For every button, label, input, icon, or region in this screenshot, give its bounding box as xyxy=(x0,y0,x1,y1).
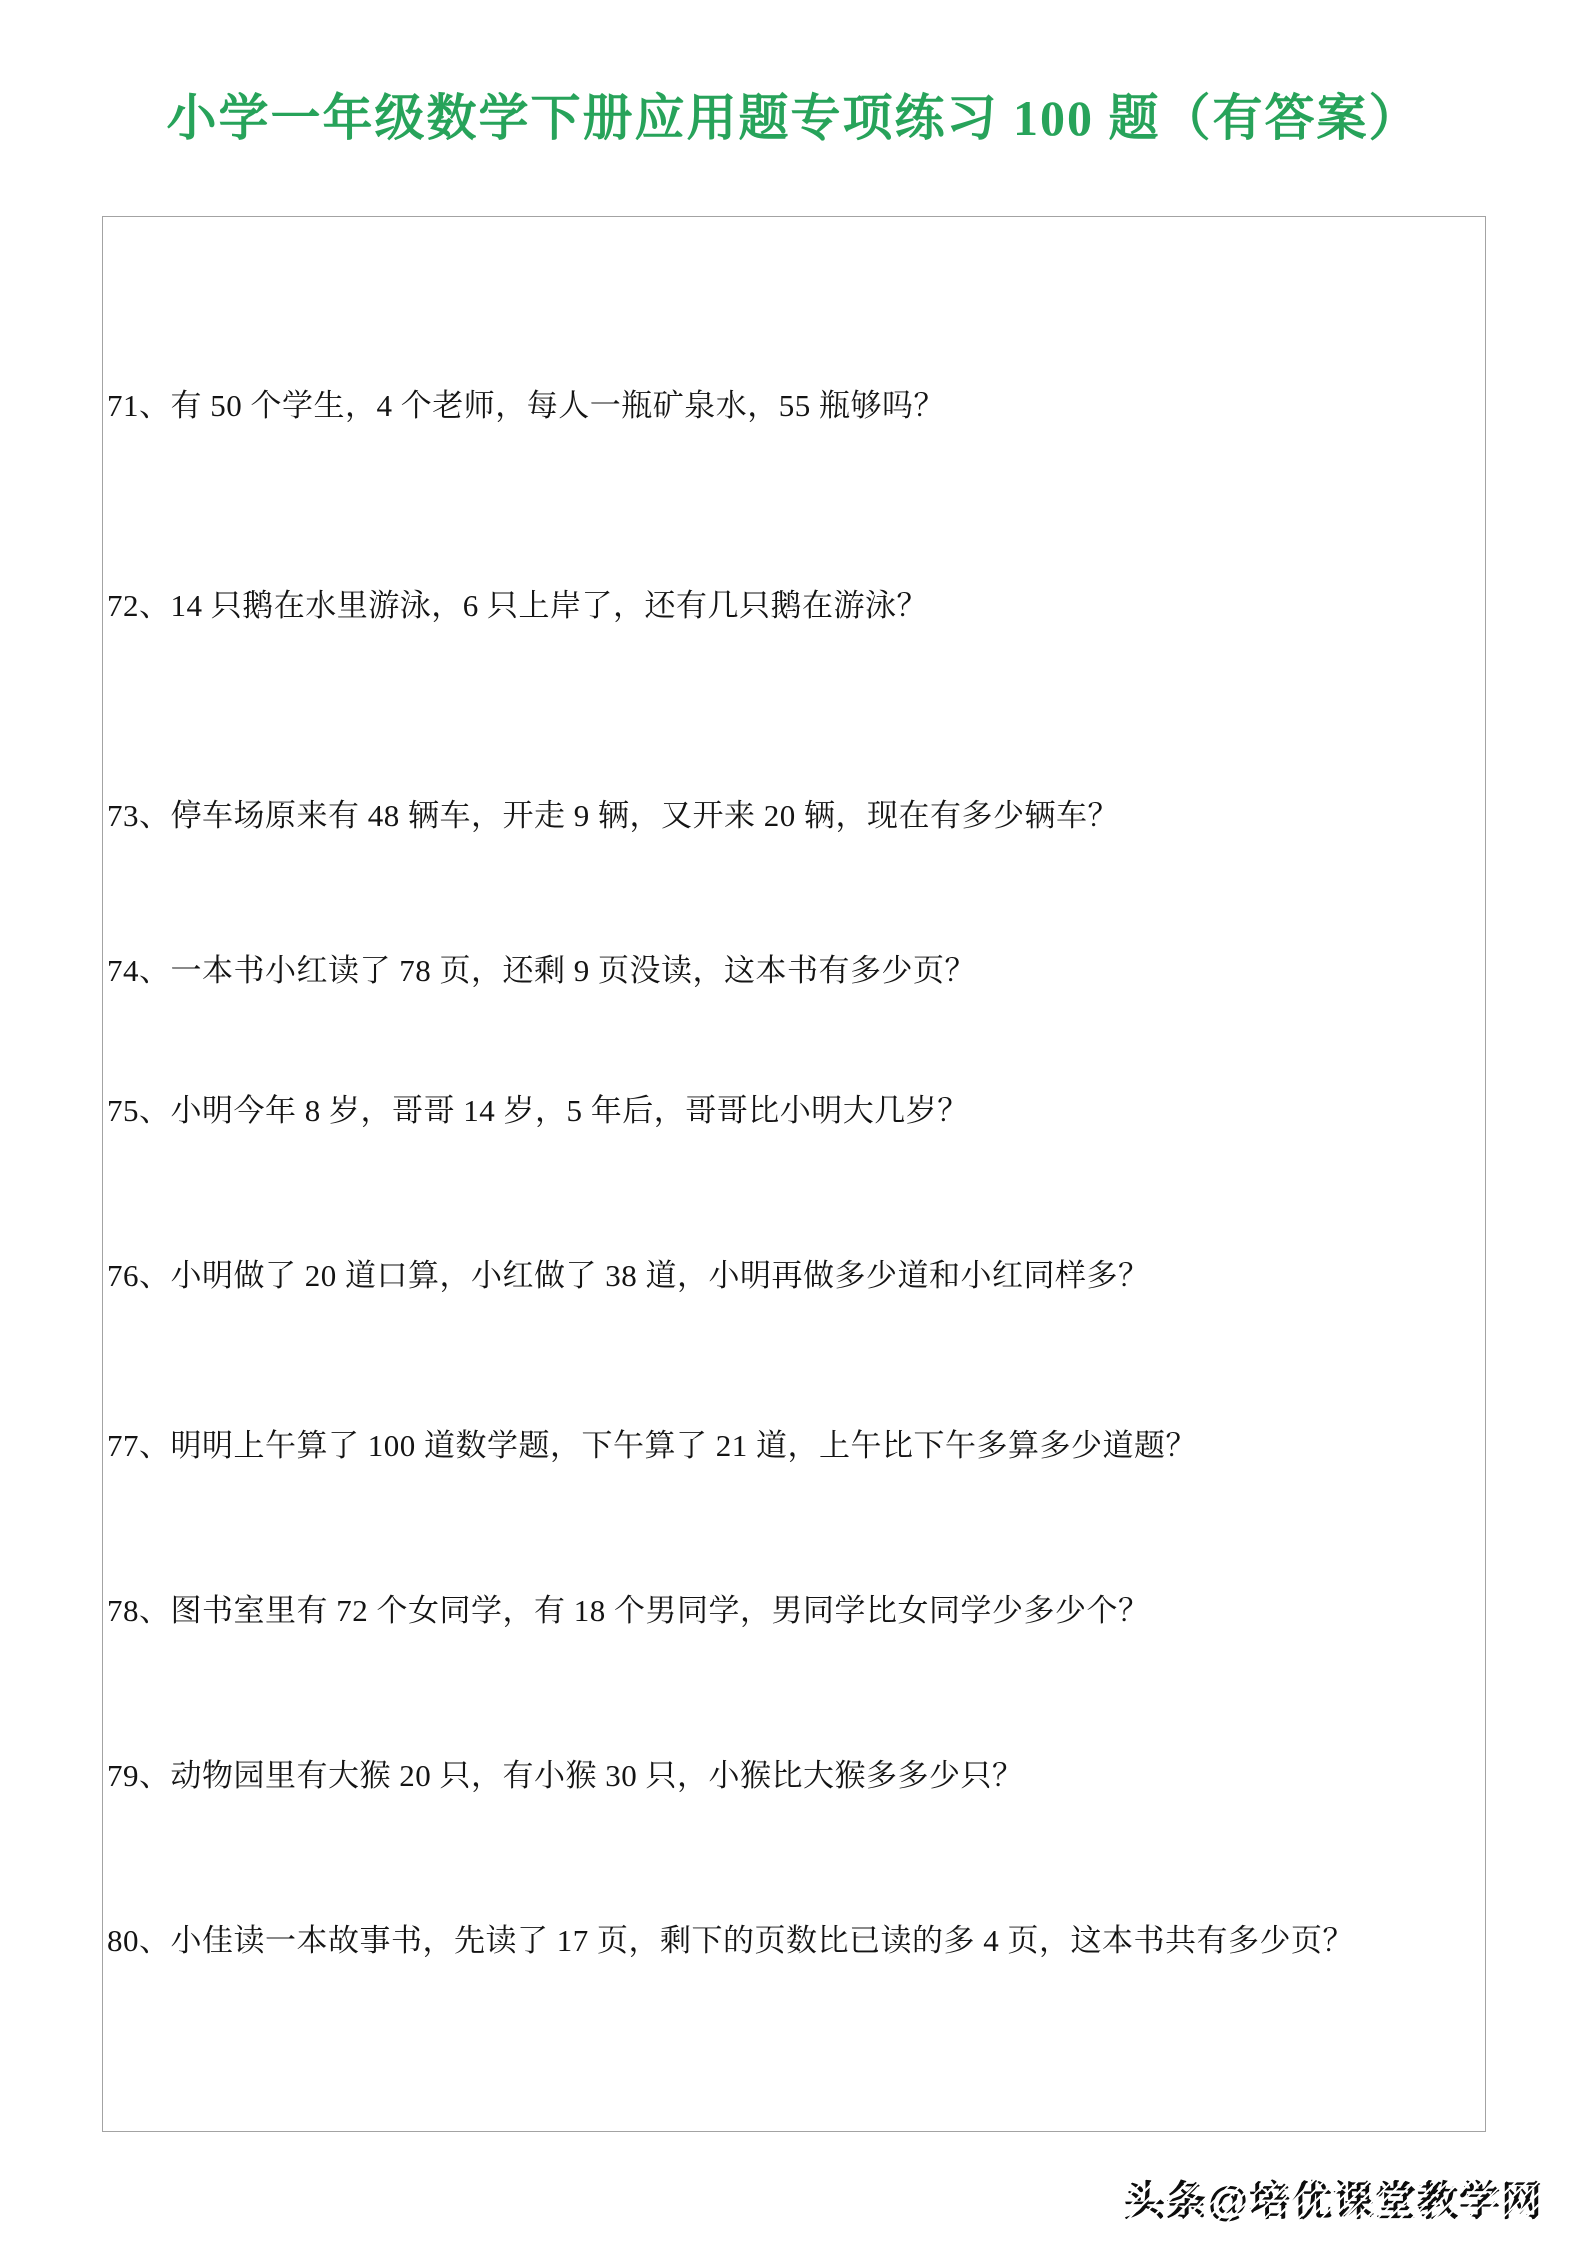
questions-frame xyxy=(102,216,1486,2132)
question-item xyxy=(107,1425,1481,1467)
question-item xyxy=(107,1755,1481,1797)
question-text: 76、小明做了 20 道口算，小红做了 38 道，小明再做多少道和小红同样多？ xyxy=(107,1258,1150,1293)
question-item xyxy=(107,1590,1481,1632)
question-item xyxy=(107,1920,1481,1962)
question-text: 72、14 只鹅在水里游泳，6 只上岸了，还有几只鹅在游泳？ xyxy=(107,588,928,623)
question-text: 74、一本书小红读了 78 页，还剩 9 页没读，这本书有多少页？ xyxy=(107,953,976,988)
question-text: 73、停车场原来有 48 辆车，开走 9 辆，又开来 20 辆，现在有多少辆车？ xyxy=(107,798,1119,833)
question-text: 77、明明上午算了 100 道数学题，下午算了 21 道，上午比下午多算多少道题？ xyxy=(107,1428,1197,1463)
question-text: 80、小佳读一本故事书，先读了 17 页，剩下的页数比已读的多 4 页，这本书共有多少页？ xyxy=(107,1923,1354,1958)
question-item xyxy=(107,585,1481,627)
question-text: 71、有 50 个学生，4 个老师，每人一瓶矿泉水，55 瓶够吗？ xyxy=(107,388,945,423)
question-text: 75、小明今年 8 岁，哥哥 14 岁，5 年后，哥哥比小明大几岁？ xyxy=(107,1093,969,1128)
question-text: 79、动物园里有大猴 20 只，有小猴 30 只，小猴比大猴多多少只？ xyxy=(107,1758,1024,1793)
question-text: 78、图书室里有 72 个女同学，有 18 个男同学，男同学比女同学少多少个？ xyxy=(107,1593,1150,1628)
question-item xyxy=(107,795,1481,837)
watermark: 头条@培优课堂教学网 xyxy=(1124,2168,1543,2227)
question-item xyxy=(107,1090,1481,1132)
question-item xyxy=(107,950,1481,992)
question-item xyxy=(107,1255,1481,1297)
question-item xyxy=(107,385,1481,427)
page-title: 小学一年级数学下册应用题专项练习 100 题（有答案） xyxy=(166,90,1421,146)
